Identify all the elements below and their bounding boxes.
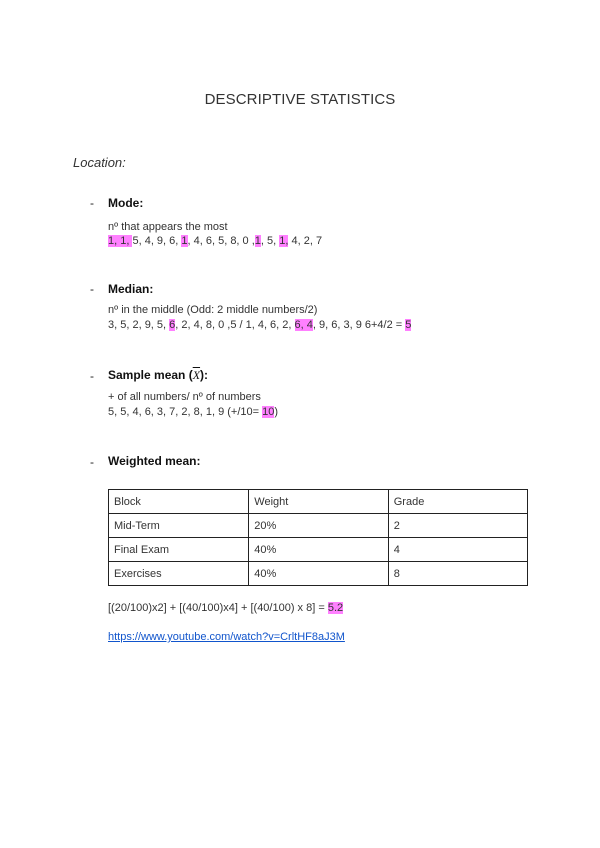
table-header-row	[109, 490, 528, 514]
table-row	[109, 514, 528, 538]
bullet-dash: -	[90, 282, 94, 296]
table-cell: 40%	[249, 562, 388, 586]
table-row	[109, 562, 528, 586]
sample-mean-heading-pre: Sample mean (	[108, 368, 193, 382]
bullet-dash: -	[90, 369, 94, 383]
text-segment: , 5,	[260, 235, 280, 247]
text-segment: 4, 2, 7	[288, 235, 323, 247]
table-cell: Mid-Term	[109, 514, 249, 538]
weighted-mean-heading: Weighted mean:	[108, 454, 201, 468]
sample-mean-heading	[108, 368, 208, 383]
table-row	[109, 538, 528, 562]
weighted-mean-formula	[108, 602, 343, 614]
highlighted-text: 1, 1,	[108, 235, 133, 247]
table-cell: 20%	[249, 514, 388, 538]
sample-mean-values	[108, 406, 278, 418]
text-segment: 5, 4, 9, 6,	[132, 235, 182, 247]
table-header-cell: Block	[109, 490, 249, 514]
median-definition: nº in the middle (Odd: 2 middle numbers/2)	[108, 304, 318, 316]
table-cell: Exercises	[109, 562, 249, 586]
highlighted-text: 6, 4	[294, 319, 313, 331]
mode-heading: Mode:	[108, 196, 144, 210]
text-segment: , 2, 4, 8, 0 ,5 / 1, 4, 6, 2,	[175, 319, 295, 331]
mode-definition: nº that appears the most	[108, 221, 228, 233]
table-cell: 40%	[249, 538, 388, 562]
sample-mean-definition: + of all numbers/ nº of numbers	[108, 391, 261, 403]
table-cell: 8	[388, 562, 527, 586]
bullet-dash: -	[90, 455, 94, 469]
text-segment: )	[274, 406, 279, 418]
highlighted-text: 1	[254, 235, 261, 247]
table-cell: Final Exam	[109, 538, 249, 562]
highlighted-text: 5.2	[327, 602, 344, 614]
highlighted-text: 5	[405, 319, 412, 331]
section-heading-location: Location:	[73, 155, 126, 170]
sample-mean-heading-post: ):	[200, 368, 209, 382]
x-bar-symbol: $\overline{X}$	[192, 368, 201, 382]
text-segment: , 4, 6, 5, 8, 0 ,	[187, 235, 255, 247]
table-cell: 2	[388, 514, 527, 538]
median-values	[108, 319, 411, 331]
table-header-cell: Weight	[249, 490, 388, 514]
weighted-mean-table	[108, 489, 528, 586]
highlighted-text: 1	[181, 235, 188, 247]
highlighted-text: 10	[262, 406, 275, 418]
table-header-cell: Grade	[388, 490, 527, 514]
text-segment: 5, 5, 4, 6, 3, 7, 2, 8, 1, 9 (+/10=	[108, 406, 263, 418]
bullet-dash: -	[90, 196, 94, 210]
text-segment: [(20/100)x2] + [(40/100)x4] + [(40/100) x 8] =	[108, 602, 328, 614]
highlighted-text: 1,	[279, 235, 289, 247]
text-segment: , 9, 6, 3, 9 6+4/2 =	[312, 319, 406, 331]
mode-values	[108, 235, 322, 247]
median-heading: Median:	[108, 282, 154, 296]
page-title: DESCRIPTIVE STATISTICS	[204, 91, 396, 108]
table-cell: 4	[388, 538, 527, 562]
highlighted-text: 6	[169, 319, 176, 331]
youtube-link[interactable]: https://www.youtube.com/watch?v=CrltHF8aJ3M	[108, 631, 345, 643]
text-segment: 3, 5, 2, 9, 5,	[108, 319, 170, 331]
